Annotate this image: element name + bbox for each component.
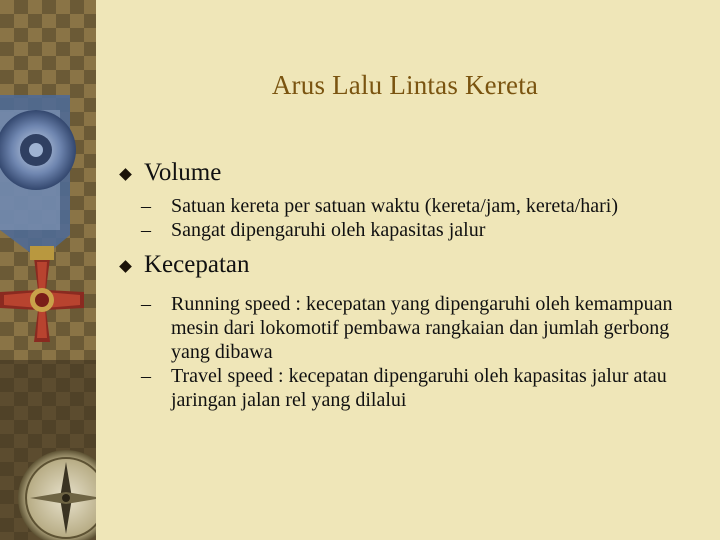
sub-item	[141, 194, 705, 218]
dash-marker: –	[141, 195, 151, 217]
dash-marker: –	[141, 219, 151, 241]
sub-list	[141, 194, 705, 242]
bullet-label: Kecepatan	[144, 251, 250, 278]
slide-title: Arus Lalu Lintas Kereta	[271, 70, 539, 100]
bullet-group-kecepatan	[115, 250, 705, 412]
bullet-item	[115, 250, 705, 280]
sub-item	[141, 218, 705, 242]
decorative-side-image	[0, 0, 96, 540]
sub-list	[141, 292, 705, 412]
bullet-group-volume	[115, 158, 705, 242]
sub-item-text: Travel speed : kecepatan dipengaruhi oleh kapasitas jalur atau jaringan jalan rel yang dilalui	[171, 365, 667, 411]
sub-item	[141, 364, 705, 412]
slide-content	[115, 158, 705, 412]
sub-item-text: Satuan kereta per satuan waktu (kereta/jam, kereta/hari)	[171, 195, 619, 217]
diamond-bullet-icon	[119, 260, 132, 273]
bullet-label: Volume	[144, 159, 222, 186]
sub-item	[141, 292, 705, 364]
sub-item-text: Sangat dipengaruhi oleh kapasitas jalur	[171, 219, 486, 241]
bullet-item	[115, 158, 705, 188]
sub-item-text: Running speed : kecepatan yang dipengaruhi oleh kemampuan mesin dari lokomotif pembawa rangkaian dan jumlah gerbong yang dibawa	[171, 293, 673, 363]
dash-marker: –	[141, 293, 151, 315]
diamond-bullet-icon	[119, 168, 132, 181]
dash-marker: –	[141, 365, 151, 387]
medal-compass-illustration	[0, 0, 96, 540]
